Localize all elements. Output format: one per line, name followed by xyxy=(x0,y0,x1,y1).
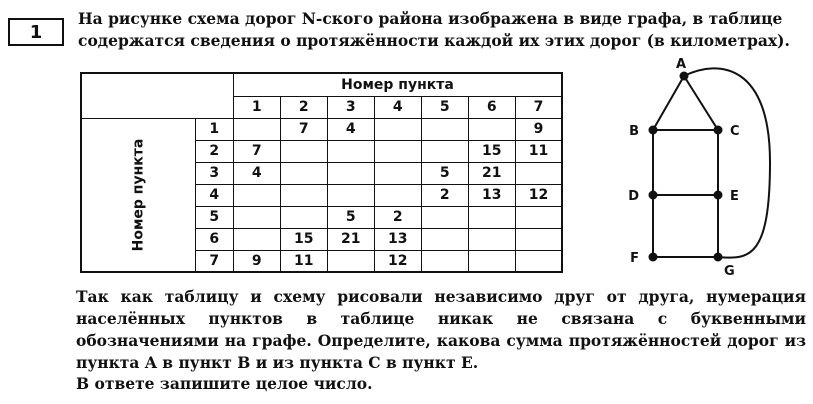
table-cell xyxy=(327,250,374,272)
table-cell xyxy=(280,162,327,184)
table-cell: 5 xyxy=(327,206,374,228)
column-header: 4 xyxy=(374,96,421,118)
table-cell xyxy=(468,228,515,250)
table-cell xyxy=(468,206,515,228)
graph-edges xyxy=(653,68,770,257)
table-cell xyxy=(515,162,562,184)
row-header: 1 xyxy=(195,118,233,140)
table-cell xyxy=(421,118,468,140)
table-cell xyxy=(374,162,421,184)
graph-vertex-label-a: A xyxy=(675,57,687,72)
table-cell xyxy=(327,140,374,162)
table-cell xyxy=(374,184,421,206)
graph-vertex-c xyxy=(714,126,723,135)
graph-edge-a-b xyxy=(653,76,684,130)
table-row-title xyxy=(81,118,195,272)
table-cell xyxy=(468,118,515,140)
table-cell xyxy=(280,184,327,206)
table-cell: 11 xyxy=(280,250,327,272)
table-cell xyxy=(468,250,515,272)
graph-vertex-label-c: C xyxy=(730,124,740,139)
graph-vertex-f xyxy=(649,253,658,262)
table-cell xyxy=(421,228,468,250)
table-cell xyxy=(280,140,327,162)
table-cell: 4 xyxy=(233,162,280,184)
table-cell xyxy=(421,206,468,228)
graph-vertex-e xyxy=(714,191,723,200)
table-cell: 2 xyxy=(421,184,468,206)
table-cell xyxy=(374,140,421,162)
column-header: 6 xyxy=(468,96,515,118)
table-cell: 9 xyxy=(515,118,562,140)
row-header: 4 xyxy=(195,184,233,206)
table-cell xyxy=(233,118,280,140)
graph-vertex-a xyxy=(680,72,689,81)
table-cell xyxy=(515,250,562,272)
graph-vertex-d xyxy=(649,191,658,200)
table-cell: 5 xyxy=(421,162,468,184)
row-header: 2 xyxy=(195,140,233,162)
row-header: 5 xyxy=(195,206,233,228)
table-cell xyxy=(515,206,562,228)
table-cell: 4 xyxy=(327,118,374,140)
road-graph xyxy=(620,52,780,282)
graph-vertices xyxy=(628,57,739,279)
table-cell xyxy=(327,184,374,206)
table-cell xyxy=(421,250,468,272)
table-cell xyxy=(421,140,468,162)
row-header: 6 xyxy=(195,228,233,250)
table-cell: 7 xyxy=(233,140,280,162)
table-cell: 11 xyxy=(515,140,562,162)
table-header-title-row xyxy=(81,73,562,96)
row-title-label: Номер пункта xyxy=(130,138,147,252)
table-cell: 13 xyxy=(374,228,421,250)
table-corner xyxy=(81,73,233,118)
table-cell xyxy=(515,228,562,250)
table-cell: 7 xyxy=(280,118,327,140)
table-cell: 2 xyxy=(374,206,421,228)
intro-text: На рисунке схема дорог N-ского района изображена в виде графа, в таблице содержатся сведения о протяжённости каждой их этих дорог (в километрах). xyxy=(78,9,790,50)
task-number: 1 xyxy=(29,21,43,43)
column-header: 1 xyxy=(233,96,280,118)
column-header: 5 xyxy=(421,96,468,118)
row-header: 7 xyxy=(195,250,233,272)
column-header: 7 xyxy=(515,96,562,118)
distance-table-body xyxy=(81,73,562,272)
table-cell xyxy=(233,206,280,228)
table-column-title: Номер пункта xyxy=(233,73,562,96)
table-cell: 15 xyxy=(280,228,327,250)
question-text: Так как таблицу и схему рисовали независимо друг от друга, нумерация населённых пунктов в таблице никак не связана с буквенными обозначениями на графе. Определите, какова сумма протяжённостей дорог из пункта A в пункт B и из пункта C в пункт E. xyxy=(76,287,806,372)
table-cell xyxy=(374,118,421,140)
graph-vertex-label-d: D xyxy=(628,189,639,204)
table-cell xyxy=(233,184,280,206)
column-header: 2 xyxy=(280,96,327,118)
graph-vertex-g xyxy=(714,253,723,262)
graph-vertex-label-f: F xyxy=(630,251,639,266)
graph-edge-a-c xyxy=(684,76,718,130)
graph-vertex-b xyxy=(649,126,658,135)
graph-vertex-label-e: E xyxy=(730,189,739,204)
distance-table xyxy=(80,72,563,273)
table-cell: 12 xyxy=(515,184,562,206)
graph-vertex-label-b: B xyxy=(629,124,639,139)
table-cell xyxy=(327,162,374,184)
table-row xyxy=(81,118,562,140)
answer-instruction: В ответе запишите целое число. xyxy=(76,374,373,393)
table-cell: 15 xyxy=(468,140,515,162)
task-number-box xyxy=(8,18,64,46)
table-cell: 21 xyxy=(468,162,515,184)
row-header: 3 xyxy=(195,162,233,184)
table-cell: 9 xyxy=(233,250,280,272)
table-cell: 21 xyxy=(327,228,374,250)
table-cell: 13 xyxy=(468,184,515,206)
graph-vertex-label-g: G xyxy=(724,264,735,279)
table-cell xyxy=(280,206,327,228)
table-cell: 12 xyxy=(374,250,421,272)
column-header: 3 xyxy=(327,96,374,118)
table-cell xyxy=(233,228,280,250)
